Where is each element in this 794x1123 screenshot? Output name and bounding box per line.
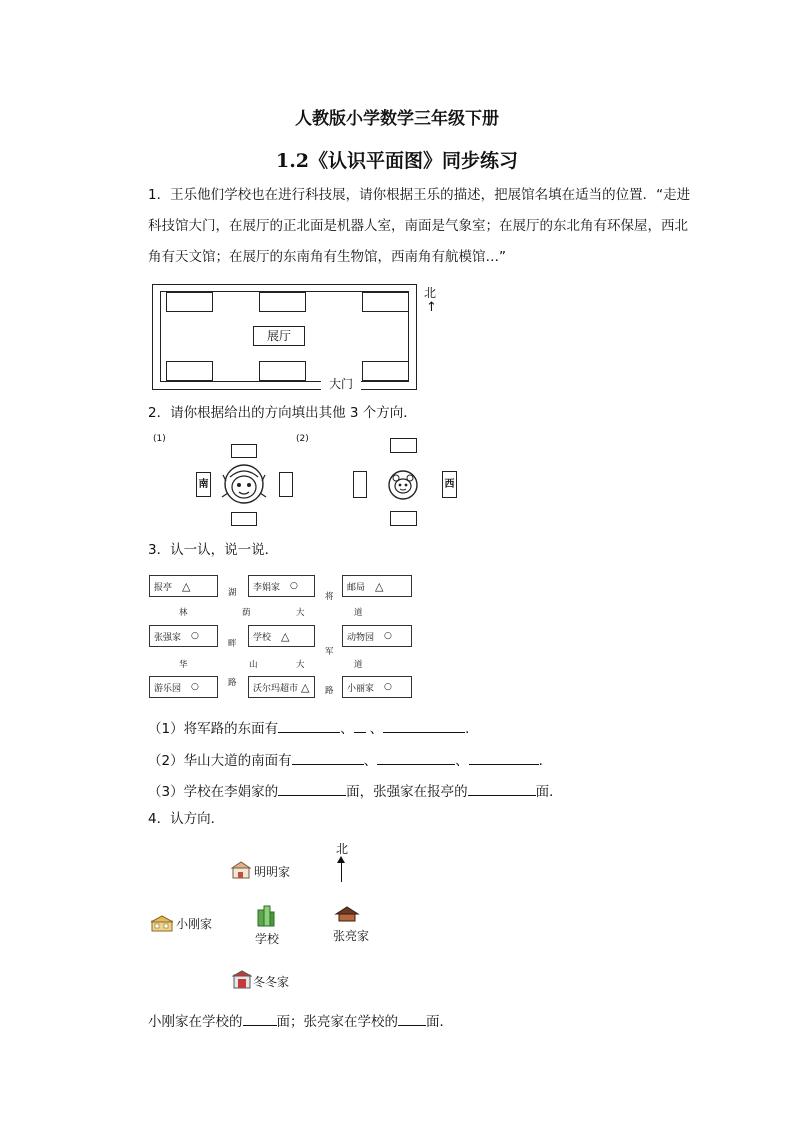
map-place-school: 学校 △ [248, 625, 315, 647]
q3-sentence-1: （1）将军路的东面有 、 、 ． [148, 721, 479, 737]
q1-line-1: 1．王乐他们学校也在进行科技展，请你根据王乐的描述，把展馆名填在适当的位置．“走进 [148, 187, 691, 203]
answer-blank[interactable] [278, 782, 346, 796]
road-linyin-char: 林 [179, 608, 188, 618]
road-linyin-char: 荫 [242, 608, 251, 618]
road-hupan-char: 路 [228, 678, 237, 688]
map-place-zhangqiang-home: 张强家 ○ [149, 625, 218, 647]
q4-answer-sentence: 小刚家在学校的 面；张亮家在学校的 面． [148, 1014, 453, 1030]
road-hupan-char: 湖 [228, 588, 237, 598]
answer-blank[interactable] [398, 1012, 426, 1026]
circle-icon: ○ [191, 682, 199, 692]
road-linyin-char: 大 [296, 608, 305, 618]
house-icon [334, 904, 360, 924]
triangle-icon: △ [301, 680, 310, 694]
road-jiangjun-char: 军 [325, 647, 334, 657]
q4-north-arrow-icon [341, 860, 342, 882]
map-place-newsstand: 报亭 △ [149, 575, 218, 597]
q2a-south-box[interactable] [231, 512, 257, 526]
animal-face-icon [386, 469, 420, 501]
q1-room-south[interactable] [259, 361, 306, 381]
page-subtitle: 1.2《认识平面图》同步练习 [275, 150, 519, 172]
map-place-walmart: 沃尔玛超市 △ [248, 676, 315, 698]
answer-blank[interactable] [354, 719, 366, 733]
answer-blank[interactable] [469, 751, 539, 765]
q2a-north-box[interactable] [231, 444, 257, 458]
q1-north-arrow-icon: ↑ [426, 300, 437, 315]
answer-blank[interactable] [377, 751, 455, 765]
q1-room-north[interactable] [259, 292, 306, 312]
q3-text: 3．认一认，说一说． [148, 542, 279, 558]
q3-sentence-2: （2）华山大道的南面有 、 、 ． [148, 753, 553, 769]
q3-sentence-3: （3）学校在李娟家的 面，张强家在报亭的 面． [148, 784, 563, 800]
house-icon [232, 970, 252, 990]
q2a-west-box: 南 [196, 472, 211, 497]
answer-blank[interactable] [292, 751, 364, 765]
q1-hall: 展厅 [253, 326, 305, 346]
q2a-east-box[interactable] [279, 472, 293, 497]
label-school: 学校 [255, 932, 280, 946]
q2b-north-box[interactable] [390, 438, 417, 453]
q1-line-2: 科技馆大门，在展厅的正北面是机器人室，南面是气象室；在展厅的东北角有环保屋，西北 [148, 218, 688, 234]
q2b-west-box[interactable] [353, 471, 367, 498]
answer-blank[interactable] [278, 719, 340, 733]
road-hupan-char: 畔 [228, 639, 237, 649]
answer-blank[interactable] [383, 719, 465, 733]
answer-blank[interactable] [243, 1012, 277, 1026]
circle-icon: ○ [191, 631, 199, 641]
road-linyin-char: 道 [354, 608, 363, 618]
house-icon [230, 860, 252, 880]
answer-blank[interactable] [468, 782, 536, 796]
q2b-south-box[interactable] [390, 511, 417, 526]
school-building-icon [256, 904, 276, 928]
triangle-icon: △ [182, 579, 191, 593]
q2-text: 2．请你根据给出的方向填出其他 3 个方向． [148, 405, 417, 421]
map-place-post-office: 邮局 △ [342, 575, 412, 597]
q2-label-1: (1) [153, 434, 166, 444]
label-xiaogang-home: 小刚家 [176, 917, 213, 931]
q2b-east-box: 西 [442, 471, 457, 498]
q4-arrow-head-icon [337, 856, 345, 863]
map-place-xiaoli-home: 小丽家 ○ [342, 676, 412, 698]
road-jiangjun-char: 路 [325, 686, 334, 696]
q1-room-southwest[interactable] [166, 361, 213, 381]
circle-icon: ○ [290, 581, 298, 591]
q1-room-northwest[interactable] [166, 292, 213, 312]
triangle-icon: △ [281, 629, 290, 643]
label-zhangliang-home: 张亮家 [333, 929, 370, 943]
map-place-zoo: 动物园 ○ [342, 625, 412, 647]
page-title: 人教版小学数学三年级下册 [295, 109, 499, 129]
road-jiangjun-char: 将 [325, 592, 334, 602]
q1-room-northeast[interactable] [362, 292, 409, 312]
q1-room-southeast[interactable] [362, 361, 409, 381]
label-mingming-home: 明明家 [254, 865, 291, 879]
map-place-amusement-park: 游乐园 ○ [149, 676, 218, 698]
child-face-icon [220, 463, 268, 505]
road-huashan-char: 华 [179, 660, 188, 670]
road-huashan-char: 山 [249, 660, 258, 670]
q1-gate: 大门 [321, 375, 361, 391]
q1-north-label: 北 [424, 286, 437, 300]
road-huashan-char: 道 [354, 660, 363, 670]
circle-icon: ○ [384, 682, 392, 692]
q4-north-label: 北 [336, 842, 349, 856]
road-huashan-char: 大 [296, 660, 305, 670]
house-icon [150, 915, 174, 933]
triangle-icon: △ [375, 579, 384, 593]
map-place-lijuan-home: 李娟家 ○ [248, 575, 315, 597]
q4-text: 4．认方向． [148, 811, 225, 827]
q1-line-3: 角有天文馆；在展厅的东南角有生物馆，西南角有航模馆…” [148, 249, 506, 265]
label-dongdong-home: 冬冬家 [253, 975, 290, 989]
q2-label-2: (2) [296, 434, 309, 444]
circle-icon: ○ [384, 631, 392, 641]
